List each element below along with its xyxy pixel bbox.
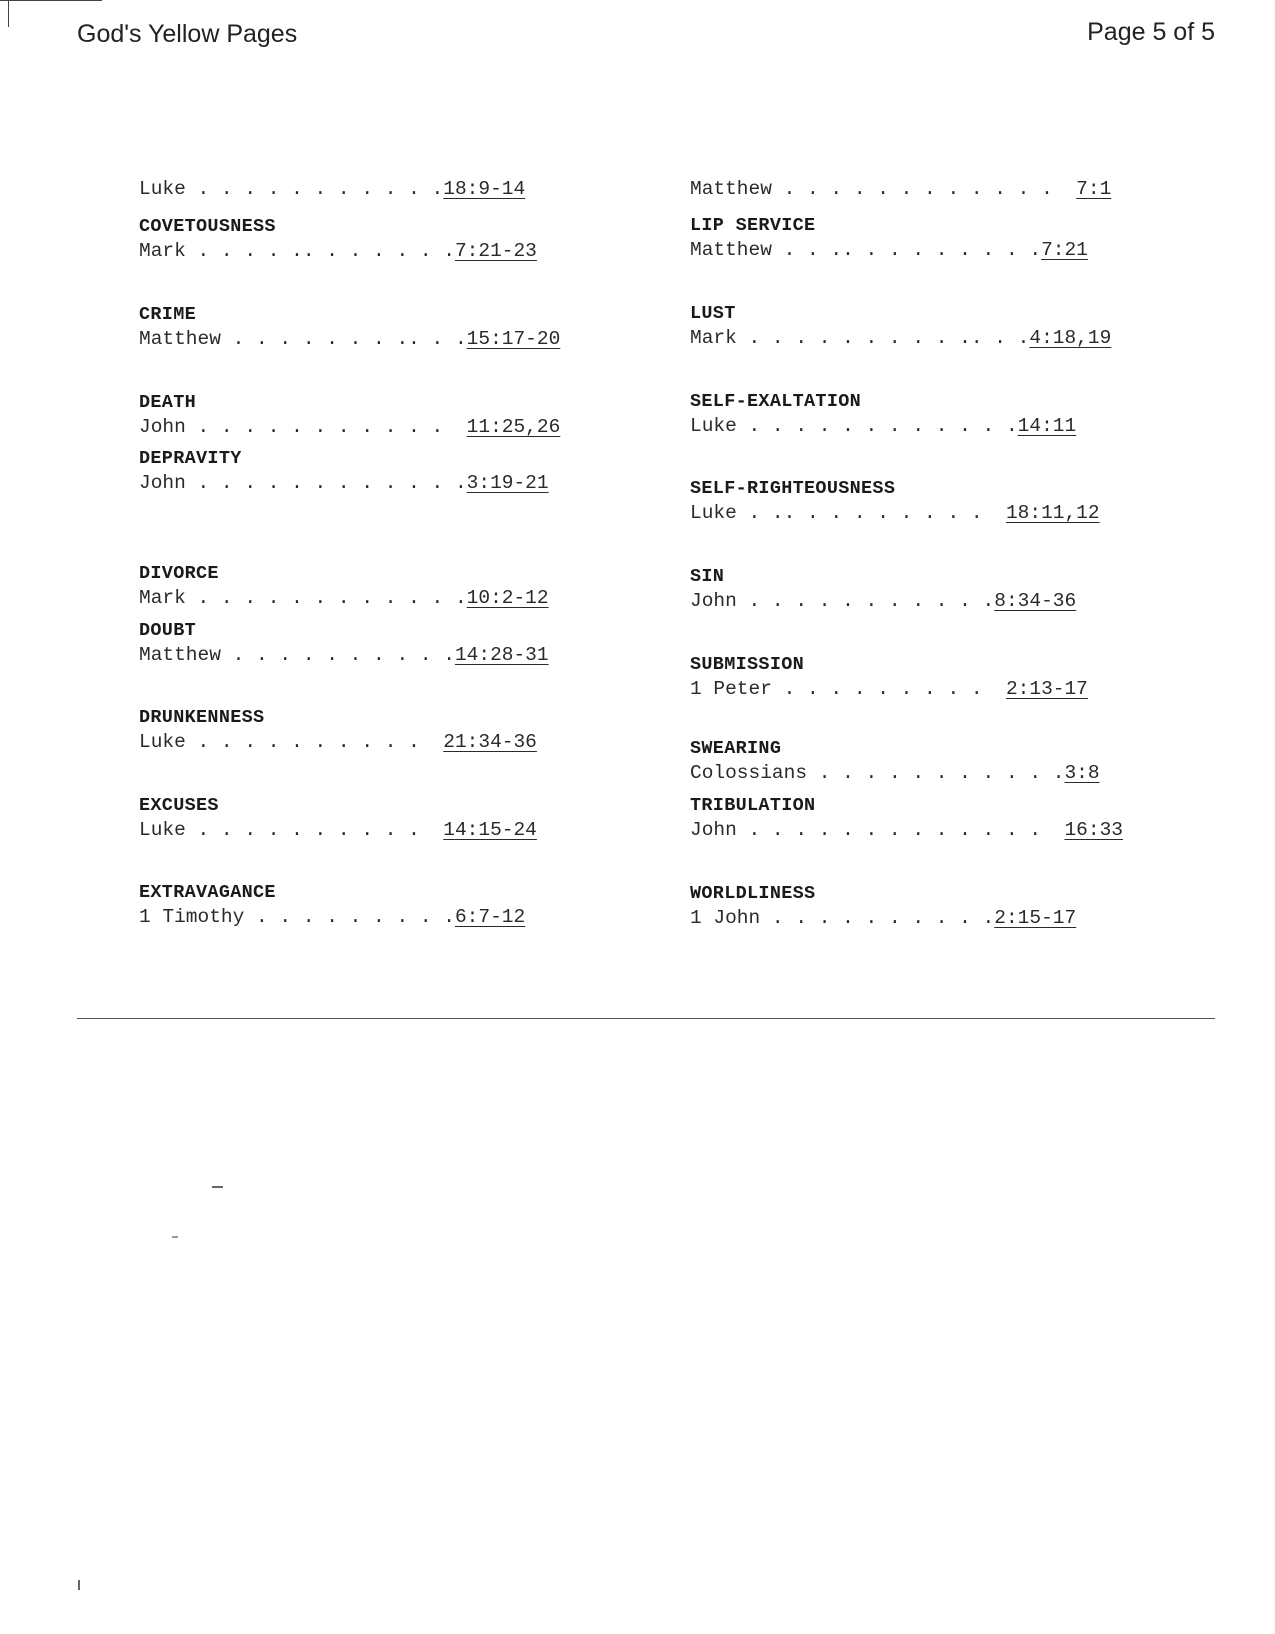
chapter-verse: 4:18,19 — [1029, 327, 1112, 349]
scripture-reference — [690, 325, 1250, 351]
leader-dots: . . . . . . . . . . . . . — [736, 819, 1065, 841]
index-entry — [139, 707, 699, 755]
book-name: Matthew — [139, 328, 221, 350]
topic-heading: DEATH — [139, 392, 197, 413]
topic-heading: DOUBT — [139, 620, 197, 641]
index-entry — [690, 215, 1250, 263]
topic-heading: LIP SERVICE — [690, 215, 816, 236]
book-name: Matthew — [139, 644, 221, 666]
book-name: Mark — [139, 240, 186, 262]
book-name: 1 John — [690, 907, 761, 929]
scripture-reference — [139, 904, 699, 930]
index-entry — [139, 392, 699, 440]
scripture-reference — [139, 238, 699, 264]
scripture-reference — [690, 760, 1250, 786]
book-name: Matthew — [690, 239, 772, 261]
leader-dots: . . . . . . . . . . . . — [185, 472, 467, 494]
book-name: Luke — [690, 415, 737, 437]
leader-dots: . . . . . . . . . . — [220, 644, 455, 666]
topic-heading: DEPRAVITY — [139, 448, 242, 469]
leader-dots: . . . . . . . . . — [244, 906, 455, 928]
scripture-reference — [690, 817, 1250, 843]
topic-heading: SELF-RIGHTEOUSNESS — [690, 478, 896, 499]
book-name: John — [139, 472, 186, 494]
chapter-verse: 7:21 — [1041, 239, 1088, 261]
book-name: 1 Peter — [690, 678, 772, 700]
book-name: Matthew — [690, 178, 772, 200]
index-entry — [690, 566, 1250, 614]
scripture-reference — [690, 176, 1250, 202]
book-name: Luke — [139, 731, 186, 753]
leader-dots: . . . . . . . .. . . — [220, 328, 467, 350]
footer-divider — [77, 1018, 1215, 1019]
index-entry — [139, 304, 699, 352]
leader-dots: . . .. . . . . . . . . — [771, 239, 1042, 261]
index-entry — [139, 176, 699, 202]
book-name: Colossians — [690, 762, 808, 784]
leader-dots: . . . . . . . . . . — [760, 907, 995, 929]
chapter-verse: 14:28-31 — [454, 644, 549, 666]
index-entry — [690, 795, 1250, 843]
index-entry — [690, 654, 1250, 702]
leader-dots: . . . . . . . . . . . — [807, 762, 1065, 784]
scripture-reference — [139, 729, 699, 755]
topic-heading: WORLDLINESS — [690, 883, 816, 904]
chapter-verse: 18:9-14 — [443, 178, 526, 200]
index-entry — [139, 882, 699, 930]
scripture-reference — [139, 470, 699, 496]
index-entry — [690, 478, 1250, 526]
topic-heading: SELF-EXALTATION — [690, 391, 862, 412]
index-entry — [690, 883, 1250, 931]
chapter-verse: 6:7-12 — [454, 906, 526, 928]
index-entry — [690, 391, 1250, 439]
scripture-reference — [139, 585, 699, 611]
topic-heading: TRIBULATION — [690, 795, 816, 816]
chapter-verse: 3:8 — [1064, 762, 1100, 784]
leader-dots: . . . . . . . . . . . . — [736, 415, 1018, 437]
chapter-verse: 14:15-24 — [443, 819, 537, 841]
topic-heading: CRIME — [139, 304, 197, 325]
page-header — [77, 18, 1215, 58]
leader-dots: . . . . . . . . . — [771, 678, 1006, 700]
index-entry — [690, 738, 1250, 786]
chapter-verse: 16:33 — [1064, 819, 1123, 841]
scan-speck — [172, 1236, 178, 1238]
chapter-verse: 7:21-23 — [454, 240, 537, 262]
scripture-reference — [690, 500, 1250, 526]
book-name: John — [139, 416, 186, 438]
scripture-reference — [139, 176, 699, 202]
index-entry — [139, 620, 699, 668]
leader-dots: . . . . . . . . . .. . . — [736, 327, 1030, 349]
leader-dots: . . . . . . . . . . . — [185, 416, 467, 438]
document-title: God's Yellow Pages — [77, 20, 298, 48]
leader-dots: . . . . .. . . . . . . — [185, 240, 455, 262]
book-name: John — [690, 819, 737, 841]
index-entry — [139, 216, 699, 264]
topic-heading: COVETOUSNESS — [139, 216, 276, 237]
topic-heading: EXTRAVAGANCE — [139, 882, 276, 903]
leader-dots: . . . . . . . . . . . . — [771, 178, 1077, 200]
chapter-verse: 11:25,26 — [466, 416, 561, 438]
book-name: Luke — [139, 178, 186, 200]
chapter-verse: 18:11,12 — [1005, 502, 1100, 524]
scripture-reference — [690, 588, 1250, 614]
topic-heading: LUST — [690, 303, 736, 324]
scripture-reference — [690, 237, 1250, 263]
chapter-verse: 21:34-36 — [443, 731, 537, 753]
index-entry — [690, 176, 1250, 202]
leader-dots: . . . . . . . . . . . — [185, 178, 444, 200]
topic-heading: SIN — [690, 566, 725, 587]
topic-heading: DRUNKENNESS — [139, 707, 265, 728]
scan-speck — [212, 1186, 223, 1188]
index-entry — [690, 303, 1250, 351]
scripture-reference — [690, 413, 1250, 439]
chapter-verse: 15:17-20 — [466, 328, 561, 350]
chapter-verse: 2:13-17 — [1005, 678, 1088, 700]
leader-dots: . .. . . . . . . . . — [736, 502, 1006, 524]
topic-heading: SUBMISSION — [690, 654, 805, 675]
index-entry — [139, 795, 699, 843]
topic-heading: SWEARING — [690, 738, 782, 759]
topic-heading: EXCUSES — [139, 795, 219, 816]
book-name: John — [690, 590, 737, 612]
chapter-verse: 3:19-21 — [466, 472, 549, 494]
leader-dots: . . . . . . . . . . . . — [185, 587, 467, 609]
chapter-verse: 2:15-17 — [994, 907, 1077, 929]
book-name: Luke — [690, 502, 737, 524]
scan-speck — [78, 1580, 80, 1590]
chapter-verse: 10:2-12 — [466, 587, 549, 609]
scripture-reference — [139, 817, 699, 843]
scripture-reference — [690, 676, 1250, 702]
book-name: Luke — [139, 819, 186, 841]
leader-dots: . . . . . . . . . . . — [736, 590, 995, 612]
chapter-verse: 7:1 — [1076, 178, 1112, 200]
book-name: Mark — [690, 327, 737, 349]
book-name: 1 Timothy — [139, 906, 245, 928]
chapter-verse: 14:11 — [1017, 415, 1077, 437]
book-name: Mark — [139, 587, 186, 609]
scripture-reference — [139, 642, 699, 668]
scripture-reference — [139, 326, 699, 352]
chapter-verse: 8:34-36 — [994, 590, 1077, 612]
leader-dots: . . . . . . . . . . — [185, 731, 444, 753]
topic-heading: DIVORCE — [139, 563, 219, 584]
leader-dots: . . . . . . . . . . — [185, 819, 444, 841]
page-number: Page 5 of 5 — [1087, 18, 1215, 46]
scripture-reference — [690, 905, 1250, 931]
scripture-reference — [139, 414, 699, 440]
index-entry — [139, 563, 699, 611]
index-entry — [139, 448, 699, 496]
